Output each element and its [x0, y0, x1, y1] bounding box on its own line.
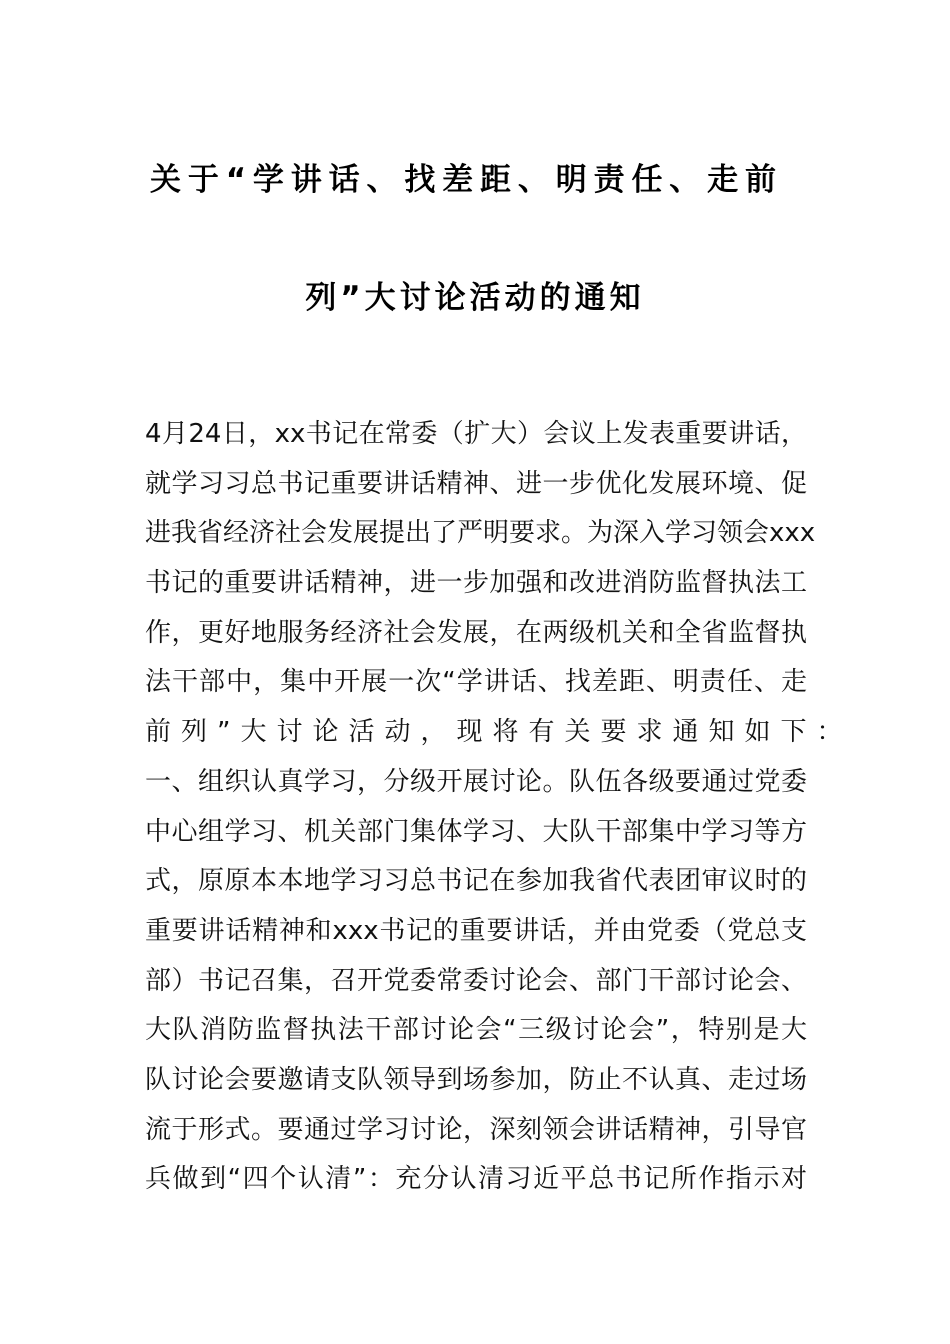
body-line: 前列”大讨论活动，现将有关要求通知如下： [145, 717, 853, 748]
body-line: 式，原原本本地学习习总书记在参加我省代表团审议时的 [145, 866, 807, 897]
document-title-line-1: 关于“学讲话、找差距、明责任、走前 [150, 162, 776, 198]
document-body [145, 412, 853, 1207]
body-line: 作，更好地服务经济社会发展，在两级机关和全省监督执 [145, 617, 807, 648]
body-line: 队讨论会要邀请支队领导到场参加，防止不认真、走过场 [145, 1064, 807, 1095]
body-line: 4月24日，xx书记在常委（扩大）会议上发表重要讲话， [145, 419, 807, 449]
body-line: 进我省经济社会发展提出了严明要求。为深入学习领会xxx [145, 518, 816, 549]
section-heading-line: 一、组织认真学习，分级开展讨论。队伍各级要通过党委 [145, 766, 807, 797]
body-line: 兵做到“四个认清”：充分认清习近平总书记所作指示对 [145, 1164, 807, 1195]
body-line: 大队消防监督执法干部讨论会“三级讨论会”，特别是大 [145, 1015, 807, 1046]
body-line: 书记的重要讲话精神，进一步加强和改进消防监督执法工 [145, 568, 807, 599]
body-line: 部）书记召集，召开党委常委讨论会、部门干部讨论会、 [145, 965, 807, 996]
body-line: 中心组学习、机关部门集体学习、大队干部集中学习等方 [145, 816, 807, 847]
body-line: 流于形式。要通过学习讨论，深刻领会讲话精神，引导官 [145, 1114, 807, 1145]
body-line: 法干部中，集中开展一次“学讲话、找差距、明责任、走 [145, 667, 807, 698]
body-line: 重要讲话精神和xxx书记的重要讲话，并由党委（党总支 [145, 915, 807, 946]
document-title-line-2: 列”大讨论活动的通知 [305, 280, 645, 316]
body-line: 就学习习总书记重要讲话精神、进一步优化发展环境、促 [145, 468, 807, 499]
